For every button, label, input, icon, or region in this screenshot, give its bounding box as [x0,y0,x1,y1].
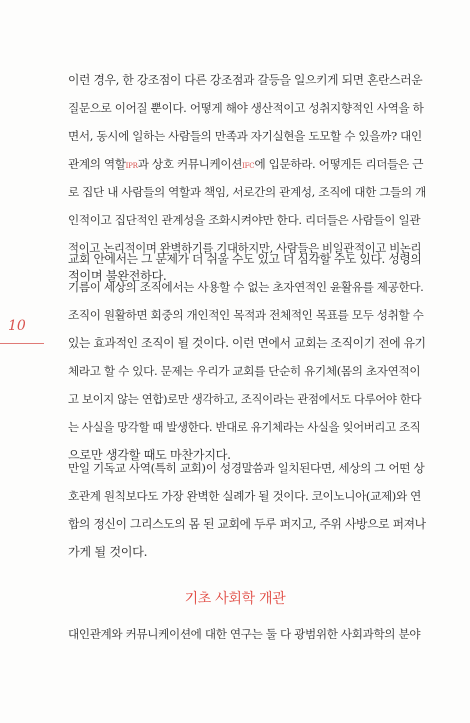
section-heading: 기초 사회학 개관 [184,591,286,607]
text-line: 면서, 동시에 일하는 사람들의 만족과 자기실현을 도모할 수 있을까? 대인 [68,129,422,143]
text-segment: 과 상호 커뮤니케이션 [137,157,243,171]
text-segment: 관계의 역할 [68,157,126,171]
page-number: 10 [8,318,26,334]
body-paragraph-4 [68,620,426,648]
text-line: 으로만 생각할 때도 마찬가지다. [68,448,231,462]
text-line: 는 사실을 망각할 때 발생한다. 반대로 유기체라는 사실을 잊어버리고 조직 [68,420,421,434]
text-line: 교회 안에서는 그 문제가 더 쉬울 수도 있고 더 심각할 수도 있다. 성령의 [68,252,422,266]
text-line: 가게 될 것이다. [68,545,148,559]
page-number-rule [0,343,44,344]
text-line: 합의 정신이 그리스도의 몸 된 교회에 두루 퍼지고, 주위 사방으로 퍼져나 [68,517,426,531]
text-line: 이런 경우, 한 강조점이 다른 강조점과 갈등을 일으키게 되면 혼란스러운 [68,73,423,87]
text-line: 조직이 원활하면 회중의 개인적인 목적과 전체적인 목표를 모두 성취할 수 [68,308,424,322]
body-paragraph-2 [68,245,426,469]
text-line: 만일 기독교 사역(특히 교회)이 성경말씀과 일치된다면, 세상의 그 어떤 상 [68,461,425,475]
text-line: 호관계 원칙보다도 가장 완벽한 실례가 될 것이다. 코이노니아(교제)와 연 [68,489,422,503]
text-line: 로 집단 내 사람들의 역할과 책임, 서로간의 관계성, 조직에 대한 그들의 개 [68,185,426,199]
text-line: 적이며 불완전하다. [68,269,167,283]
text-line: 고 보이지 않는 연합)로만 생각하고, 조직이라는 관점에서도 다루어야 한다 [68,392,422,406]
text-line: 기름이 세상의 조직에서는 사용할 수 없는 초자연적인 윤활유를 제공한다. [68,280,424,294]
annotation-ipr: IPR [125,162,138,170]
annotation-ifc: IFC [242,162,255,170]
text-line: 있는 효과적인 조직이 될 것이다. 이런 면에서 교회는 조직이기 전에 유기 [68,336,426,350]
text-line: 인적이고 집단적인 관계성을 조화시켜야만 한다. 리더들은 사람들이 일관 [68,213,421,227]
text-segment: 에 입문하라. 어떻게든 리더들은 근 [254,157,424,171]
text-line: 대인관계와 커뮤니케이션에 대한 연구는 둘 다 광범위한 사회과학의 분야 [68,627,421,641]
text-line [68,150,426,178]
body-paragraph-3 [68,454,426,566]
text-line: 적이고 논리적이며 완벽하기를 기대하지만, 사람들은 비일관적이고 비논리 [68,241,422,255]
text-line: 질문으로 이어질 뿐이다. 어떻게 해야 생산적이고 성취지향적인 사역을 하 [68,101,424,115]
text-line: 체라고 할 수 있다. 문제는 우리가 교회를 단순히 유기체(몸의 초자연적이 [68,364,421,378]
